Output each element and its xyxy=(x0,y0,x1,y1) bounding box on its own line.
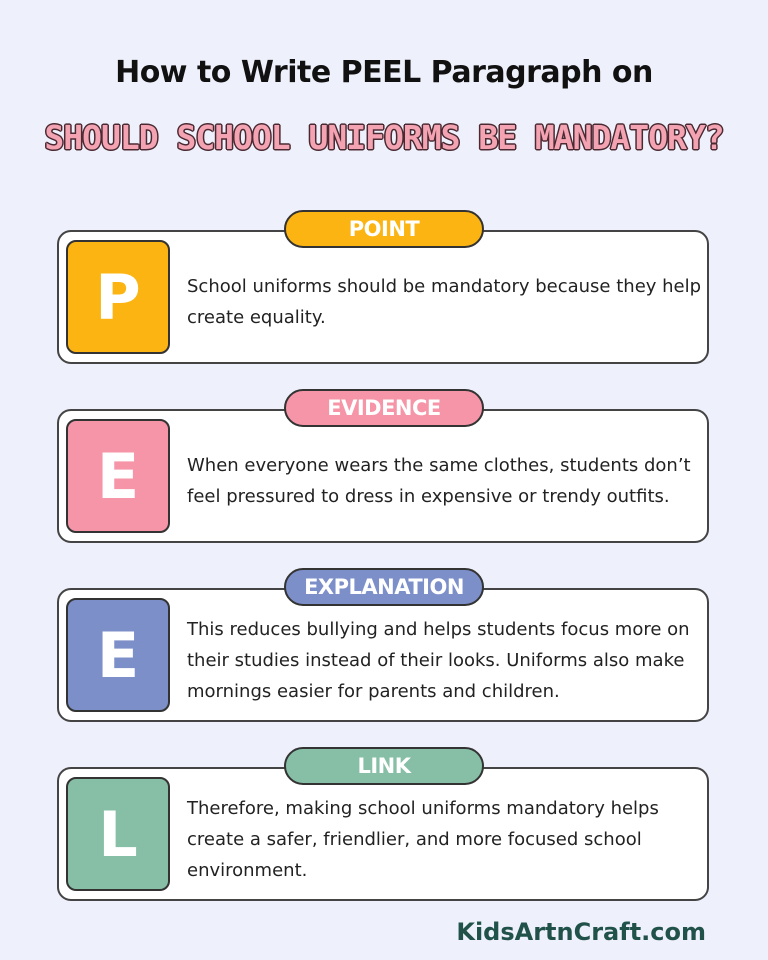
section-text-container xyxy=(187,610,703,710)
letter-badge-p xyxy=(66,240,170,354)
section-label-pill xyxy=(284,747,484,785)
section-link xyxy=(0,747,768,907)
section-label: POINT xyxy=(348,217,420,241)
badge-letter: L xyxy=(98,797,138,871)
page-subtitle: SHOULD SCHOOL UNIFORMS BE MANDATORY? xyxy=(44,118,724,157)
section-text-container xyxy=(187,431,703,531)
letter-badge-l xyxy=(66,777,170,891)
section-text-container xyxy=(187,252,703,352)
section-label: EXPLANATION xyxy=(304,575,464,599)
section-text: School uniforms should be mandatory because they help create equality. xyxy=(187,276,702,328)
section-label-pill xyxy=(284,389,484,427)
page-title: How to Write PEEL Paragraph on xyxy=(115,55,653,90)
section-point xyxy=(0,210,768,370)
section-label: LINK xyxy=(357,754,411,778)
section-text: This reduces bullying and helps students focus more on their studies instead of their looks. Uniforms also make mornings easier for parents and children. xyxy=(187,618,690,702)
badge-letter: P xyxy=(95,260,141,334)
badge-letter: E xyxy=(96,618,140,692)
section-label-pill xyxy=(284,210,484,248)
letter-badge-e xyxy=(66,419,170,533)
section-text: Therefore, making school uniforms mandatory helps create a safer, friendlier, and more focused school environment. xyxy=(187,797,659,881)
brand-footer[interactable]: KidsArtnCraft.com xyxy=(456,918,706,946)
section-text: When everyone wears the same clothes, students don’t feel pressured to dress in expensive or trendy outfits. xyxy=(187,455,691,507)
section-label-pill xyxy=(284,568,484,606)
badge-letter: E xyxy=(96,439,140,513)
section-text-container xyxy=(187,789,703,889)
section-explanation xyxy=(0,568,768,728)
section-label: EVIDENCE xyxy=(327,396,441,420)
section-evidence xyxy=(0,389,768,549)
letter-badge-e xyxy=(66,598,170,712)
